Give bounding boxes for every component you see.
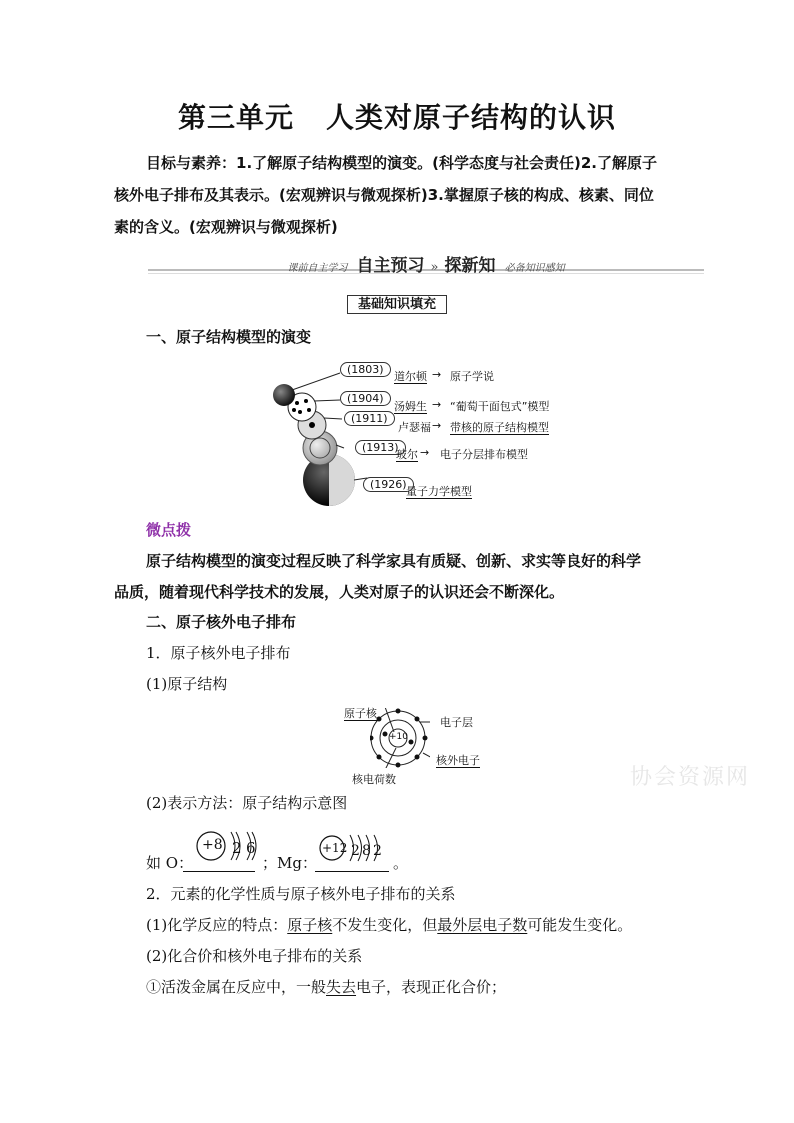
example-separator: ；Mg：	[262, 854, 317, 872]
o-shell-1: 2	[232, 839, 242, 857]
o-answer-blank	[183, 871, 255, 872]
model-name-2: “葡萄干面包式”模型	[450, 400, 550, 413]
answer-nucleus: 原子核	[287, 916, 333, 934]
model-year-3: (1911)	[344, 411, 395, 426]
example-prefix: 如 O：	[146, 854, 194, 872]
model-name-5: 量子力学模型	[406, 485, 472, 498]
tip-heading: 微点拨	[146, 521, 192, 539]
sub-2-heading: 2．元素的化学性质与原子核外电子排布的关系	[146, 885, 456, 903]
banner-center-1: 自主预习	[356, 256, 425, 276]
example-end: 。	[393, 854, 409, 872]
mg-shell-2: 8	[362, 843, 371, 859]
model-year-1: (1803)	[340, 362, 391, 377]
dalton-model-sphere	[273, 384, 295, 406]
title-text: 人类对原子结构的认识	[326, 101, 617, 134]
goals-line-2: 核外电子排布及其表示。(宏观辨识与微观探析)3.掌握原子核的构成、核素、同位	[114, 186, 654, 204]
mg-answer-blank	[315, 871, 389, 872]
section-2-heading: 二、原子核外电子排布	[146, 613, 297, 631]
mg-shell-3: 2	[373, 843, 382, 859]
sub-1-2-heading: (2)表示方法：原子结构示意图	[146, 794, 348, 812]
electron-label: 核外电子	[436, 754, 480, 767]
model-person-4: 玻尔	[396, 448, 418, 461]
banner-center-2: 探新知	[444, 256, 496, 276]
model-name-4: 电子分层排布模型	[440, 448, 528, 461]
sub-1-1-heading: (1)原子结构	[146, 675, 228, 693]
watermark: 协会资源网	[630, 765, 751, 790]
tip-line-1: 原子结构模型的演变过程反映了科学家具有质疑、创新、求实等良好的科学	[146, 552, 642, 570]
title-unit: 第三单元	[177, 101, 294, 134]
banner-right: 必备知识感知	[504, 263, 565, 274]
arrow-icon: →	[420, 446, 430, 459]
model-person-1: 道尔顿	[394, 370, 427, 383]
goals-line-1: 目标与素养：1.了解原子结构模型的演变。(科学态度与社会责任)2.了解原子	[146, 154, 657, 172]
model-year-2: (1904)	[340, 391, 391, 406]
sub-2-1: (1)化学反应的特点：原子核不发生变化，但最外层电子数可能发生变化。	[146, 916, 633, 934]
shell-label: 电子层	[440, 716, 473, 729]
arrow-icon: →	[432, 398, 442, 411]
model-person-3: 卢瑟福	[398, 421, 431, 434]
mg-charge: +12	[322, 841, 348, 855]
mg-shell-1: 2	[351, 843, 360, 859]
nucleus-charge: +10	[389, 732, 408, 742]
section-banner	[148, 251, 704, 277]
arrow-icon: →	[432, 368, 442, 381]
o-charge: +8	[202, 837, 223, 853]
o-shell-2: 6	[246, 839, 256, 857]
section-box-heading: 基础知识填充	[0, 293, 794, 312]
model-name-3: 带核的原子结构模型	[450, 421, 549, 434]
arrow-icon: →	[432, 419, 442, 432]
sub-2-2: (2)化合价和核外电子排布的关系	[146, 947, 363, 965]
nuclear-charge-label: 核电荷数	[352, 773, 396, 786]
sub-1-heading: 1．原子核外电子排布	[146, 644, 291, 662]
tip-line-2: 品质，随着现代科学技术的发展，人类对原子的认识还会不断深化。	[114, 583, 565, 601]
banner-left: 课前自主学习	[287, 263, 348, 274]
arrow-icon: »	[430, 260, 439, 275]
answer-outer-electrons: 最外层电子数	[437, 916, 528, 934]
nucleus-label: 原子核	[344, 707, 377, 720]
answer-lose: 失去	[326, 978, 357, 996]
model-year-5: (1926)	[363, 477, 414, 492]
page-title	[0, 96, 794, 136]
goals-line-3: 素的含义。(宏观辨识与微观探析)	[114, 218, 338, 236]
model-person-2: 汤姆生	[394, 400, 427, 413]
model-name-1: 原子学说	[450, 370, 494, 383]
sub-2-3: ①活泼金属在反应中，一般失去电子，表现正化合价；	[146, 978, 507, 996]
section-1-heading: 一、原子结构模型的演变	[146, 328, 312, 346]
model-year-4: (1913)	[355, 440, 406, 455]
